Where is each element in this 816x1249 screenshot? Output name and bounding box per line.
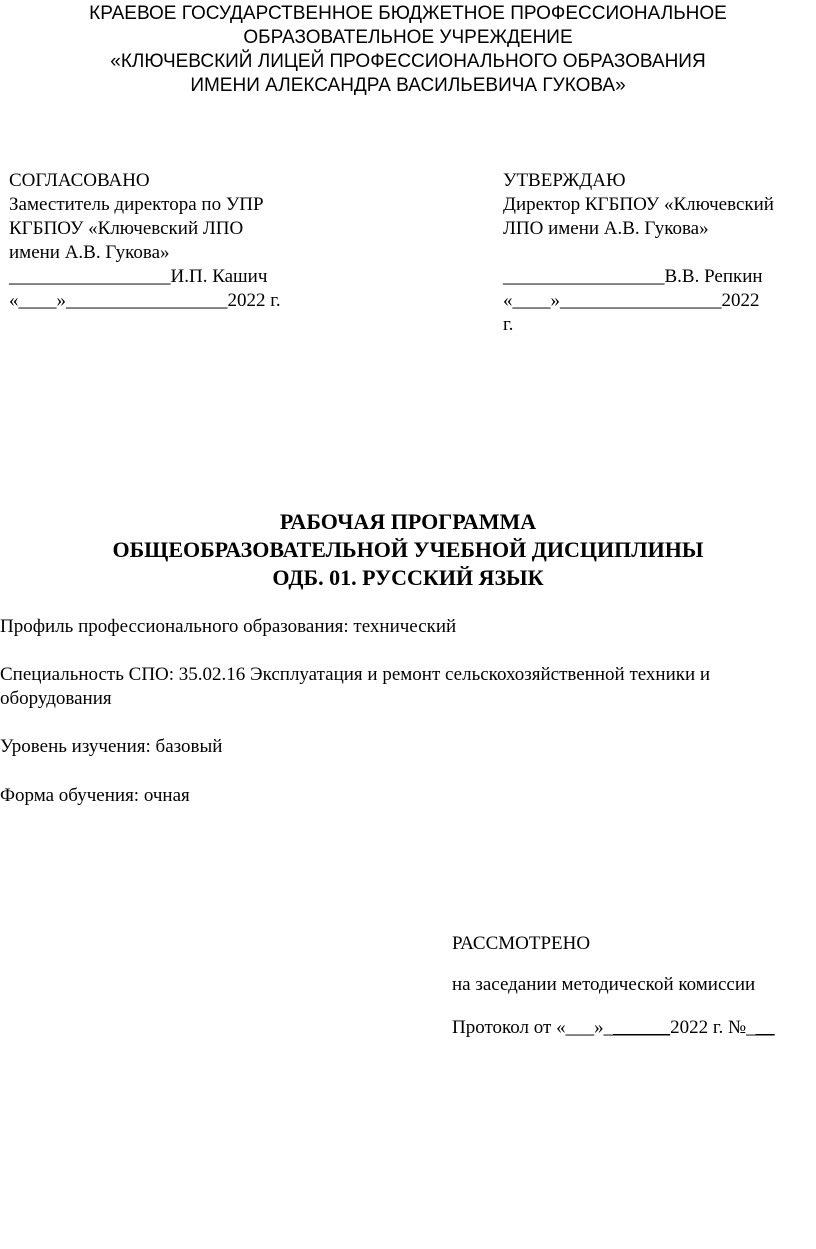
form-text: Форма обучения: очная — [0, 785, 190, 806]
profile-text: Профиль профессионального образования: технический — [0, 616, 457, 637]
agreed-line-3: имени А.В. Гукова» — [9, 242, 170, 263]
agreed-heading: СОГЛАСОВАНО — [9, 170, 150, 191]
header-line-4: ИМЕНИ АЛЕКСАНДРА ВАСИЛЬЕВИЧА ГУКОВА» — [190, 75, 626, 96]
agreed-signature-line: _________________И.П. Кашич — [9, 266, 268, 287]
protocol-year: 2022 г. №_ — [670, 1017, 756, 1038]
approved-date-suffix: г. — [503, 314, 514, 335]
specialty-line-2: оборудования — [0, 688, 112, 709]
approved-line-2: ЛПО имени А.В. Гукова» — [503, 218, 709, 239]
title-line-2: ОБЩЕОБРАЗОВАТЕЛЬНОЙ УЧЕБНОЙ ДИСЦИПЛИНЫ — [112, 537, 704, 562]
agreed-line-2: КГБПОУ «Ключевский ЛПО — [9, 218, 244, 239]
title-line-1: РАБОЧАЯ ПРОГРАММА — [279, 509, 537, 534]
agreed-line-1: Заместитель директора по УПР — [9, 194, 264, 215]
protocol-prefix: Протокол от «___»_ — [452, 1017, 614, 1038]
approved-line-3 — [503, 241, 813, 265]
level-text: Уровень изучения: базовый — [0, 736, 223, 757]
approved-heading: УТВЕРЖДАЮ — [503, 170, 626, 191]
review-commission-line: на заседании методической комиссии — [452, 974, 756, 995]
protocol-number: __ — [755, 1017, 775, 1038]
approved-date-line: «____»_________________2022 — [503, 290, 760, 311]
approved-signature-line: _________________В.В. Репкин — [503, 266, 763, 287]
approved-block — [503, 169, 813, 337]
header-line-2: ОБРАЗОВАТЕЛЬНОЕ УЧРЕЖДЕНИЕ — [243, 27, 573, 48]
agreed-date-line: «____»_________________2022 г. — [9, 290, 281, 311]
approved-line-1: Директор КГБПОУ «Ключевский — [503, 194, 774, 215]
specialty-line-1: Специальность СПО: 35.02.16 Эксплуатация и ремонт сельскохозяйственной техники и — [0, 664, 711, 685]
agreed-block — [9, 169, 339, 313]
header-line-1: КРАЕВОЕ ГОСУДАРСТВЕННОЕ БЮДЖЕТНОЕ ПРОФЕССИОНАЛЬНОЕ — [89, 3, 727, 24]
review-heading: РАССМОТРЕНО — [452, 933, 591, 954]
title-line-3: ОДБ. 01. РУССКИЙ ЯЗЫК — [272, 565, 544, 590]
institution-header — [0, 2, 816, 98]
header-line-3: «КЛЮЧЕВСКИЙ ЛИЦЕЙ ПРОФЕССИОНАЛЬНОГО ОБРАЗОВАНИЯ — [110, 51, 706, 72]
specialty-text — [0, 663, 810, 711]
program-title — [0, 508, 816, 592]
protocol-blank: ______ — [613, 1017, 671, 1038]
review-protocol-line — [452, 1016, 775, 1040]
